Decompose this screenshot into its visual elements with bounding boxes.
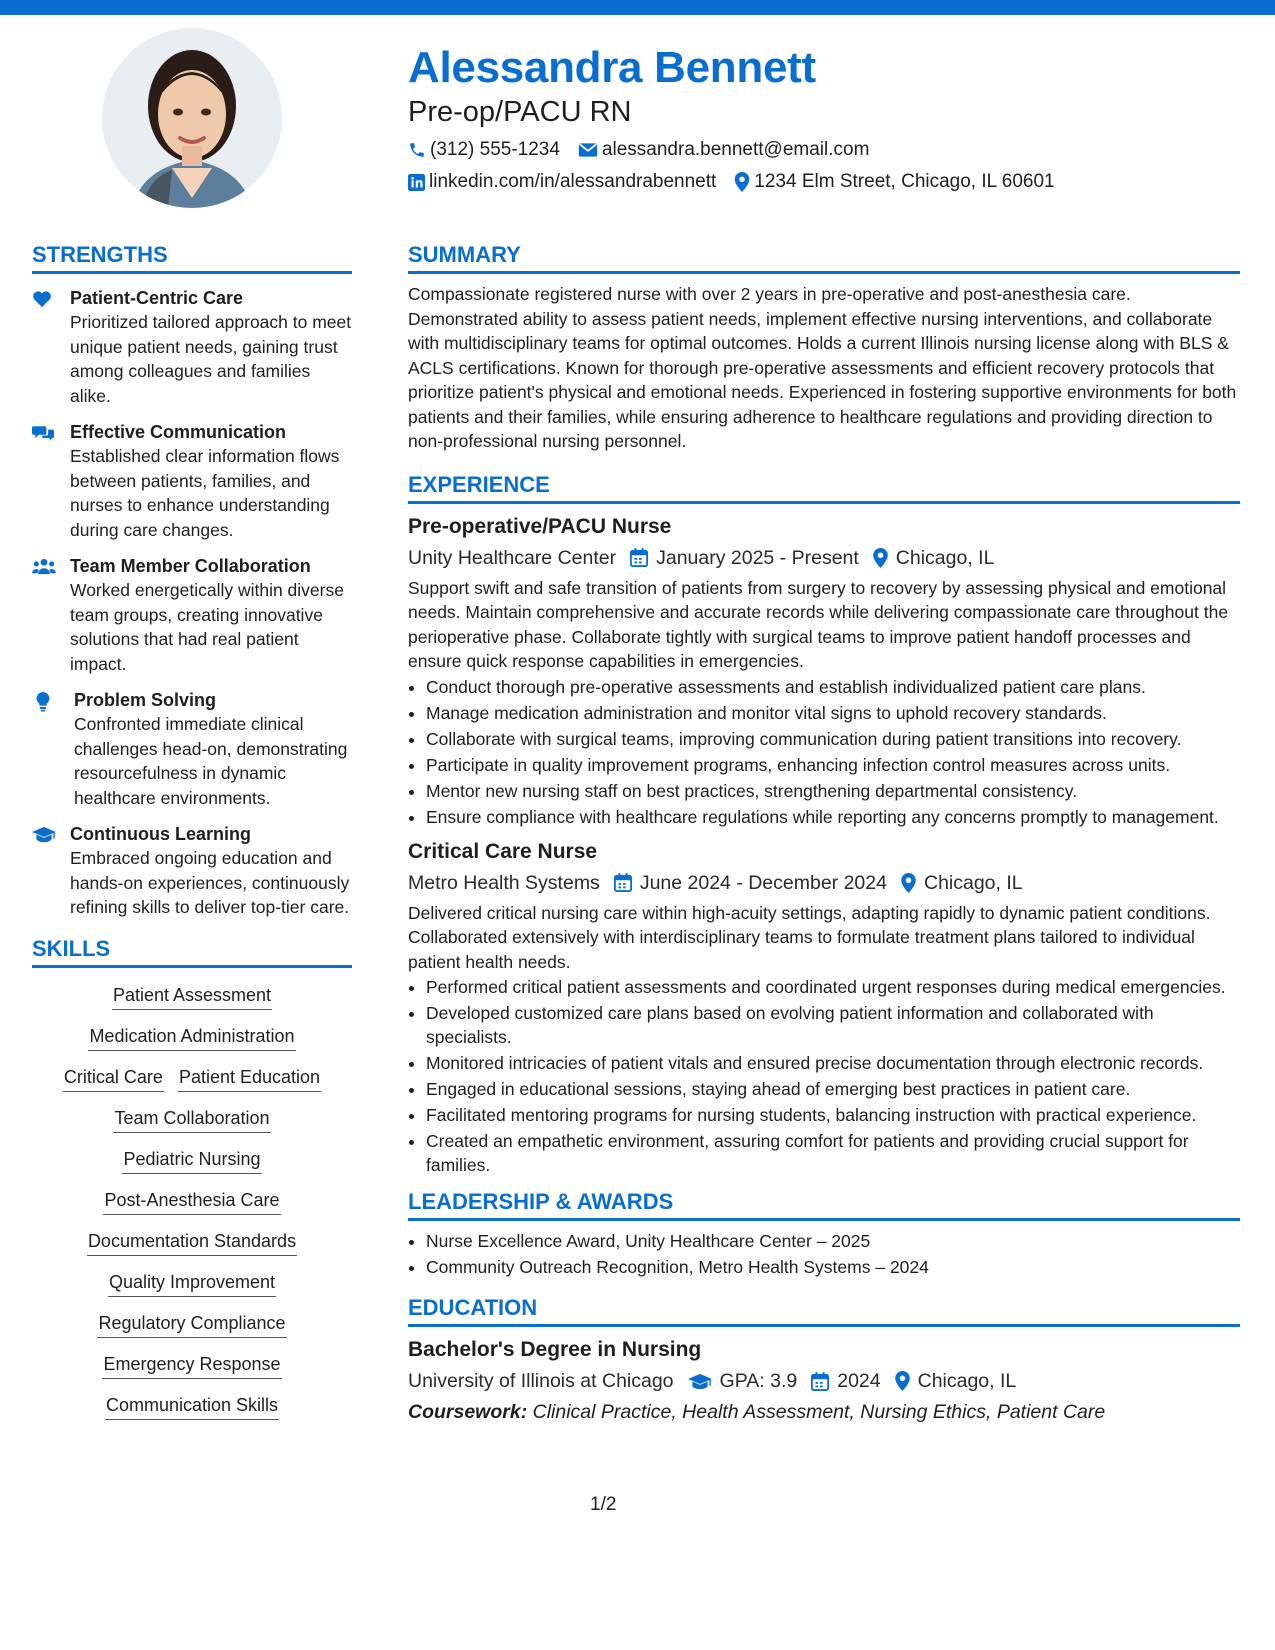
strength-desc: Worked energetically within diverse team groups, creating innovative solutions that had real patient impact. xyxy=(70,580,344,674)
job-role: Pre-operative/PACU Nurse xyxy=(408,514,672,538)
job-dates: January 2025 - Present xyxy=(656,546,859,569)
map-pin-icon xyxy=(895,1371,910,1391)
awards-heading: LEADERSHIP & AWARDS xyxy=(408,1187,1240,1221)
list-item: • Engaged in educational sessions, staying ahead of emerging best practices in patient care. xyxy=(426,1077,1240,1101)
address-text: 1234 Elm Street, Chicago, IL 60601 xyxy=(754,171,1055,192)
strength-title: Team Member Collaboration xyxy=(70,556,311,576)
school-location: Chicago, IL xyxy=(917,1370,1017,1392)
skill-tag: Communication Skills xyxy=(105,1392,279,1420)
list-item: • Mentor new nursing staff on best practices, strengthening departmental consistency. xyxy=(426,779,1240,803)
job-description: Delivered critical nursing care within high-acuity settings, adapting rapidly to dynamic patient conditions. Collaborated extensively with interdisciplinary teams to formulate treatment plans tailored to individual patient health needs. xyxy=(408,902,1211,972)
phone-icon xyxy=(408,141,426,159)
skill-tag: Documentation Standards xyxy=(87,1228,297,1256)
strength-item xyxy=(32,822,352,920)
coursework-list: Clinical Practice, Health Assessment, Nursing Ethics, Patient Care xyxy=(532,1401,1106,1423)
skill-tag: Post-Anesthesia Care xyxy=(103,1187,280,1215)
list-item: • Manage medication administration and monitor vital signs to uphold recovery standards. xyxy=(426,701,1240,725)
list-item: • Monitored intricacies of patient vitals and ensured precise documentation through electronic records. xyxy=(426,1051,1240,1075)
skill-tag: Emergency Response xyxy=(102,1351,281,1379)
lightbulb-icon xyxy=(36,692,50,712)
degree-title: Bachelor's Degree in Nursing xyxy=(408,1338,702,1361)
skill-tag: Pediatric Nursing xyxy=(122,1146,261,1174)
calendar-icon xyxy=(614,873,632,892)
strength-desc: Established clear information flows between patients, families, and nurses to enhance understanding during care changes. xyxy=(70,446,340,540)
candidate-name: Alessandra Bennett xyxy=(408,43,816,92)
job-entry xyxy=(408,837,1240,1178)
skills-list xyxy=(32,976,352,1420)
education-heading: EDUCATION xyxy=(408,1293,1240,1327)
skill-tag: Critical Care xyxy=(63,1064,164,1092)
job-meta xyxy=(408,867,1240,899)
strength-title: Patient-Centric Care xyxy=(70,288,244,308)
calendar-icon xyxy=(811,1372,829,1391)
strength-title: Continuous Learning xyxy=(70,824,251,844)
phone-contact xyxy=(408,134,560,166)
strength-desc: Prioritized tailored approach to meet unique patient needs, gaining trust among colleagues and families alike. xyxy=(70,312,352,406)
strength-title: Problem Solving xyxy=(74,690,217,710)
map-pin-icon xyxy=(901,873,916,893)
address-contact xyxy=(734,166,1054,198)
strengths-heading: STRENGTHS xyxy=(32,240,352,274)
job-dates: June 2024 - December 2024 xyxy=(639,871,887,894)
strength-desc: Embraced ongoing education and hands-on experiences, continuously refining skills to deliver top-tier care. xyxy=(70,848,350,917)
list-item: • Facilitated mentoring programs for nursing students, balancing instruction with practical experience. xyxy=(426,1103,1240,1127)
job-entry xyxy=(408,512,1240,829)
top-accent-bar xyxy=(0,0,1275,15)
job-bullets xyxy=(408,975,1240,1177)
contact-row-1 xyxy=(408,134,1248,166)
contact-row-2 xyxy=(408,166,1248,198)
skill-tag: Quality Improvement xyxy=(108,1269,276,1297)
list-item: • Collaborate with surgical teams, improving communication during patient transitions into recovery. xyxy=(426,727,1240,751)
strength-desc: Confronted immediate clinical challenges head-on, demonstrating resourcefulness in dynamic healthcare environments. xyxy=(74,714,348,808)
left-column xyxy=(32,240,352,1433)
right-column xyxy=(408,240,1240,1427)
strength-item xyxy=(32,420,352,542)
gpa-text: GPA: 3.9 xyxy=(719,1370,798,1392)
list-item: • Community Outreach Recognition, Metro Health Systems – 2024 xyxy=(426,1255,1240,1279)
coursework xyxy=(408,1397,1240,1427)
skill-tag: Medication Administration xyxy=(88,1023,295,1051)
list-item: • Nurse Excellence Award, Unity Healthcare Center – 2025 xyxy=(426,1229,1240,1253)
summary-text: Compassionate registered nurse with over 2 years in pre-operative and post-anesthesia care. Demonstrated ability to assess patient needs, implement effective nursing interventions, and collaborate with multidisciplinary teams for optimal outcomes. Holds a current Illinois nursing license along with BLS & ACLS certifications. Known for thorough pre-operative assessments and efficient recovery protocols that prioritize patient's physical and emotional needs. Experienced in fostering supportive environments for both patients and their families, while ensuring adherence to healthcare regulations and providing direction to non-professional nursing personnel. xyxy=(408,284,1237,451)
job-company: Metro Health Systems xyxy=(408,871,600,894)
heart-icon xyxy=(32,290,52,308)
skills-heading: SKILLS xyxy=(32,934,352,968)
list-item: • Ensure compliance with healthcare regulations while reporting any concerns promptly to management. xyxy=(426,805,1240,829)
envelope-icon xyxy=(578,142,598,158)
experience-heading: EXPERIENCE xyxy=(408,470,1240,504)
skill-tag: Regulatory Compliance xyxy=(97,1310,286,1338)
school-name: University of Illinois at Chicago xyxy=(408,1370,674,1392)
phone-text: (312) 555-1234 xyxy=(430,139,560,160)
job-bullets xyxy=(408,675,1240,829)
job-description: Support swift and safe transition of patients from surgery to recovery by assessing physical and emotional needs. Maintain comprehensive and accurate records while delivering compassionate care throughout the perioperative phase. Collaborate tightly with surgical teams to improve patient handoff processes and ensure quick response capabilities in emergencies. xyxy=(408,577,1229,671)
strength-item xyxy=(32,286,352,408)
graduation-year: 2024 xyxy=(837,1370,881,1392)
list-item: • Created an empathetic environment, assuring comfort for patients and providing crucial support for families. xyxy=(426,1129,1240,1177)
skill-tag: Team Collaboration xyxy=(113,1105,270,1133)
job-location: Chicago, IL xyxy=(923,871,1023,894)
candidate-title: Pre-op/PACU RN xyxy=(408,96,632,128)
list-item: • Conduct thorough pre-operative assessments and establish individualized patient care plans. xyxy=(426,675,1240,699)
job-role: Critical Care Nurse xyxy=(408,839,598,863)
page-number: 1/2 xyxy=(590,1494,617,1515)
chat-icon xyxy=(32,424,54,442)
coursework-label: Coursework: xyxy=(408,1401,528,1423)
map-pin-icon xyxy=(734,172,750,192)
list-item: • Performed critical patient assessments and coordinated urgent responses during medical emergencies. xyxy=(426,975,1240,999)
linkedin-icon xyxy=(408,174,425,191)
email-contact[interactable] xyxy=(578,134,869,166)
profile-photo xyxy=(102,28,282,208)
job-company: Unity Healthcare Center xyxy=(408,546,617,569)
strength-item xyxy=(32,688,352,810)
graduation-cap-icon xyxy=(32,826,56,843)
skill-tag: Patient Education xyxy=(178,1064,321,1092)
graduation-cap-icon xyxy=(688,1373,712,1390)
list-item: • Participate in quality improvement programs, enhancing infection control measures across units. xyxy=(426,753,1240,777)
summary-heading: SUMMARY xyxy=(408,240,1240,274)
map-pin-icon xyxy=(873,548,888,568)
users-icon xyxy=(32,558,56,575)
awards-list xyxy=(408,1229,1240,1279)
education-meta xyxy=(408,1365,1240,1397)
resume-header xyxy=(408,42,1248,198)
skill-tag: Patient Assessment xyxy=(112,982,272,1010)
list-item: • Developed customized care plans based on evolving patient information and collaborated with specialists. xyxy=(426,1001,1240,1049)
email-text[interactable]: alessandra.bennett@email.com xyxy=(601,139,870,160)
linkedin-text[interactable]: linkedin.com/in/alessandrabennett xyxy=(429,171,717,192)
job-location: Chicago, IL xyxy=(895,546,995,569)
strength-title: Effective Communication xyxy=(70,422,287,442)
linkedin-contact[interactable] xyxy=(408,166,716,198)
strength-item xyxy=(32,554,352,676)
job-meta xyxy=(408,542,1240,574)
calendar-icon xyxy=(630,548,648,567)
